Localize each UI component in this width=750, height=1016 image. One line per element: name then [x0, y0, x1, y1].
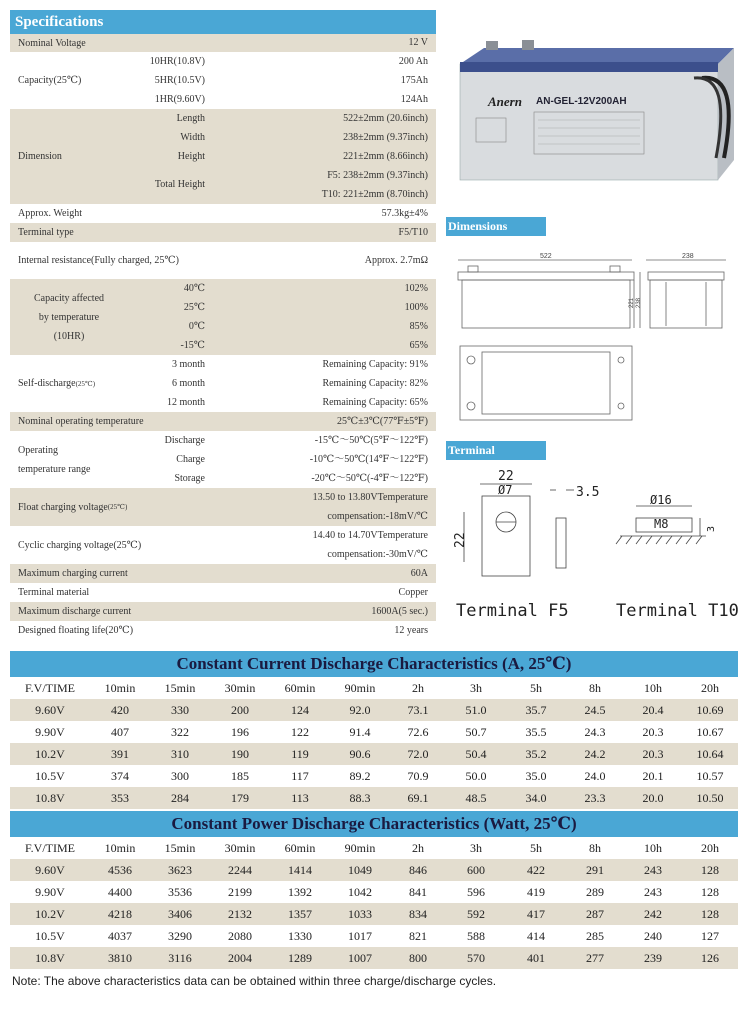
- table-cell: 287: [586, 907, 604, 921]
- row-voltage-cell: 9.90V: [35, 725, 65, 739]
- table-cell: 1017: [348, 929, 372, 943]
- spec-sub: Charge: [176, 454, 205, 465]
- spec-value: 221±2mm (8.66inch): [343, 151, 428, 162]
- spec-sub: 6 month: [171, 378, 205, 389]
- column-header: 90min: [344, 681, 376, 695]
- current-table-body: [10, 699, 738, 809]
- row-voltage-cell: 9.90V: [35, 885, 65, 899]
- spec-label-line: Operating: [18, 444, 58, 456]
- table-cell: 24.3: [584, 725, 606, 739]
- column-header: 15min: [164, 681, 196, 695]
- table-cell: 588: [467, 929, 485, 943]
- spec-value: Copper: [398, 587, 428, 598]
- table-cell: 407: [111, 725, 129, 739]
- table-cell: 70.9: [407, 769, 429, 783]
- table-cell: 185: [231, 769, 249, 783]
- table-cell: 285: [586, 929, 604, 943]
- table-cell: 1042: [348, 885, 372, 899]
- battery-photo: [454, 38, 744, 188]
- table-row: [10, 903, 738, 925]
- spec-value: Remaining Capacity: 91%: [322, 359, 428, 370]
- table-cell: 3406: [168, 907, 192, 921]
- spec-sub: 40℃: [183, 283, 205, 294]
- table-cell: 20.3: [642, 725, 664, 739]
- spec-label: Maximum charging current: [18, 568, 128, 579]
- row-voltage-cell: 10.5V: [35, 769, 65, 783]
- constant-power-table: [10, 811, 738, 969]
- spec-value: 522±2mm (20.6inch): [343, 113, 428, 124]
- spec-row-self-discharge: [10, 355, 436, 412]
- f5-height-text: 22: [453, 532, 468, 548]
- spec-value: F5/T10: [398, 227, 428, 238]
- table-cell: 20.1: [642, 769, 664, 783]
- spec-sub: Discharge: [164, 435, 205, 446]
- spec-label: Terminal material: [18, 587, 90, 598]
- table-cell: 243: [644, 885, 662, 899]
- terminal-t10-label: Terminal T10: [616, 601, 739, 621]
- table-cell: 284: [171, 791, 189, 805]
- table-cell: 128: [701, 863, 719, 877]
- table-cell: 190: [231, 747, 249, 761]
- table-cell: 821: [409, 929, 427, 943]
- table-cell: 3536: [168, 885, 192, 899]
- spec-row-capacity-temperature: [10, 279, 436, 355]
- table-cell: 24.0: [584, 769, 606, 783]
- spec-value: -20℃～50℃(-4℉～122℉): [311, 473, 428, 484]
- table-cell: 289: [586, 885, 604, 899]
- row-voltage-cell: 9.60V: [35, 863, 65, 877]
- table-row: [10, 881, 738, 903]
- spec-row-floating-life: [10, 621, 436, 640]
- table-cell: 72.0: [407, 747, 429, 761]
- spec-sub: Height: [177, 151, 205, 162]
- spec-sub: 25℃: [183, 302, 205, 313]
- spec-row-terminal-type: [10, 223, 436, 242]
- spec-label: Internal resistance(Fully charged, 25℃): [18, 255, 179, 266]
- t10-thread-text: M8: [654, 517, 669, 531]
- specifications-table: [10, 10, 436, 640]
- column-header: 20h: [701, 681, 719, 695]
- spec-value: 238±2mm (9.37inch): [343, 132, 428, 143]
- dimension-drawing: [450, 248, 746, 423]
- spec-row-internal-resistance: [10, 242, 436, 279]
- table-cell: 592: [467, 907, 485, 921]
- spec-sub: Total Height: [154, 179, 205, 190]
- spec-value: 200 Ah: [398, 56, 428, 67]
- column-header: 15min: [164, 841, 196, 855]
- spec-value: 100%: [404, 302, 428, 313]
- table-cell: 10.57: [696, 769, 724, 783]
- table-cell: 1049: [348, 863, 372, 877]
- spec-value: 12 years: [394, 625, 428, 636]
- table-cell: 4037: [108, 929, 132, 943]
- table-cell: 24.5: [584, 703, 606, 717]
- table-cell: 122: [291, 725, 309, 739]
- table-cell: 179: [231, 791, 249, 805]
- table-cell: 240: [644, 929, 662, 943]
- column-header: 8h: [589, 841, 601, 855]
- table-row: [10, 925, 738, 947]
- spec-value: 57.3kg±4%: [381, 208, 428, 219]
- table-cell: 35.2: [525, 747, 547, 761]
- table-cell: 1033: [348, 907, 372, 921]
- table-cell: 51.0: [465, 703, 487, 717]
- column-header: 20h: [701, 841, 719, 855]
- column-header: 8h: [589, 681, 601, 695]
- table-cell: 20.0: [642, 791, 664, 805]
- table-cell: 2080: [228, 929, 252, 943]
- specifications-header: Specifications: [10, 10, 436, 34]
- spec-row-dimension: [10, 109, 436, 204]
- f5-thickness-text: 3.5: [576, 485, 600, 500]
- spec-label-text: Float charging voltage: [18, 501, 108, 513]
- spec-value: compensation:-30mV/℃: [327, 549, 428, 560]
- spec-sub: Storage: [174, 473, 205, 484]
- column-header: F.V/TIME: [24, 681, 76, 695]
- table-cell: 846: [409, 863, 427, 877]
- spec-value: Approx. 2.7mΩ: [364, 255, 428, 266]
- spec-value: 124Ah: [400, 94, 428, 105]
- table-cell: 414: [527, 929, 545, 943]
- f5-hole-text: Ø7: [498, 483, 513, 497]
- table-cell: 50.7: [465, 725, 487, 739]
- table-cell: 3116: [168, 951, 192, 965]
- spec-value: Remaining Capacity: 82%: [322, 378, 428, 389]
- footnote: Note: The above characteristics data can be obtained within three charge/discharge cycles.: [12, 974, 497, 988]
- table-cell: 1414: [288, 863, 312, 877]
- spec-label: Maximum discharge current: [18, 606, 132, 617]
- row-voltage-cell: 10.2V: [35, 907, 65, 921]
- table-cell: 20.4: [642, 703, 664, 717]
- right-panel: [446, 0, 750, 645]
- spec-label: Nominal operating temperature: [18, 416, 144, 427]
- spec-sub: Width: [180, 132, 205, 143]
- row-voltage-cell: 9.60V: [35, 703, 65, 717]
- power-table-header-row: [10, 837, 738, 859]
- table-cell: 35.0: [525, 769, 547, 783]
- table-row: [10, 787, 738, 809]
- table-cell: 3623: [168, 863, 192, 877]
- table-cell: 2004: [228, 951, 252, 965]
- battery-brand-text: Anern: [488, 94, 522, 109]
- table-row: [10, 743, 738, 765]
- column-header: 90min: [344, 841, 376, 855]
- spec-label-line: Capacity affected: [33, 292, 105, 304]
- table-cell: 10.64: [696, 747, 724, 761]
- column-header: F.V/TIME: [24, 841, 76, 855]
- row-voltage-cell: 10.8V: [35, 951, 65, 965]
- column-header: 10h: [644, 681, 662, 695]
- table-cell: 596: [467, 885, 485, 899]
- spec-value: -15℃～50℃(5℉～122℉): [314, 435, 428, 446]
- spec-label: [18, 355, 95, 412]
- spec-row-float-charging: [10, 488, 436, 526]
- table-cell: 834: [409, 907, 427, 921]
- table-cell: 69.1: [407, 791, 429, 805]
- spec-row-weight: [10, 204, 436, 223]
- spec-value: 65%: [409, 340, 428, 351]
- spec-label-line: temperature range: [18, 463, 91, 475]
- spec-value: 102%: [404, 283, 428, 294]
- spec-sub: 0℃: [188, 321, 205, 332]
- table-cell: 242: [644, 907, 662, 921]
- spec-value: 175Ah: [400, 75, 428, 86]
- t10-diameter-text: Ø16: [650, 493, 672, 507]
- spec-label: Approx. Weight: [18, 208, 83, 219]
- table-cell: 128: [701, 885, 719, 899]
- table-cell: 35.7: [525, 703, 547, 717]
- table-cell: 401: [527, 951, 545, 965]
- spec-value: 14.40 to 14.70VTemperature: [312, 530, 428, 541]
- power-table-body: [10, 859, 738, 969]
- table-cell: 419: [527, 885, 545, 899]
- spec-label: Designed floating life(20℃): [18, 625, 134, 636]
- table-cell: 73.1: [407, 703, 429, 717]
- table-cell: 127: [701, 929, 719, 943]
- row-voltage-cell: 10.8V: [35, 791, 65, 805]
- table-cell: 1007: [348, 951, 372, 965]
- dim-width-text: 238: [682, 253, 694, 260]
- table-cell: 374: [111, 769, 129, 783]
- spec-label: Capacity(25℃): [18, 75, 82, 86]
- table-cell: 196: [231, 725, 249, 739]
- spec-sub: 5HR(10.5V): [154, 75, 205, 86]
- table-cell: 88.3: [349, 791, 371, 805]
- spec-row-nominal-temperature: [10, 412, 436, 431]
- table-cell: 24.2: [584, 747, 606, 761]
- column-header: 30min: [224, 841, 256, 855]
- table-cell: 422: [527, 863, 545, 877]
- spec-row-cyclic-charging: [10, 526, 436, 564]
- table-cell: 4218: [108, 907, 132, 921]
- table-cell: 322: [171, 725, 189, 739]
- spec-label-line: by temperature: [38, 311, 100, 323]
- spec-sub: -15℃: [180, 340, 205, 351]
- table-cell: 800: [409, 951, 427, 965]
- spec-sub: 1HR(9.60V): [154, 94, 205, 105]
- spec-value: 85%: [409, 321, 428, 332]
- table-cell: 2244: [228, 863, 252, 877]
- spec-sub: Length: [176, 113, 205, 124]
- table-cell: 126: [701, 951, 719, 965]
- spec-label-text: Self-discharge: [18, 378, 76, 389]
- spec-value: Remaining Capacity: 65%: [322, 397, 428, 408]
- table-cell: 2132: [228, 907, 252, 921]
- column-header: 2h: [412, 681, 424, 695]
- table-row: [10, 765, 738, 787]
- spec-sub: 10HR(10.8V): [149, 56, 205, 67]
- table-cell: 72.6: [407, 725, 429, 739]
- table-cell: 391: [111, 747, 129, 761]
- spec-label: Terminal type: [18, 227, 74, 238]
- table-cell: 34.0: [525, 791, 547, 805]
- spec-label: Dimension: [18, 151, 62, 162]
- column-header: 3h: [470, 681, 482, 695]
- spec-label: Nominal Voltage: [18, 37, 86, 49]
- spec-row-operating-temperature: [10, 431, 436, 488]
- table-cell: 23.3: [584, 791, 606, 805]
- table-cell: 92.0: [349, 703, 371, 717]
- current-table-header-row: [10, 677, 738, 699]
- table-cell: 310: [171, 747, 189, 761]
- table-cell: 35.5: [525, 725, 547, 739]
- spec-label: [18, 488, 127, 526]
- row-voltage-cell: 10.5V: [35, 929, 65, 943]
- terminal-header: Terminal: [446, 441, 546, 460]
- table-cell: 1330: [288, 929, 312, 943]
- table-cell: 50.4: [465, 747, 487, 761]
- spec-label-line: (10HR): [53, 330, 85, 342]
- column-header: 10h: [644, 841, 662, 855]
- table-cell: 570: [467, 951, 485, 965]
- spec-label: [18, 431, 90, 488]
- f5-width-text: 22: [498, 469, 514, 484]
- spec-value: 13.50 to 13.80VTemperature: [312, 492, 428, 503]
- spec-value: 1600A(5 sec.): [371, 606, 428, 617]
- column-header: 5h: [530, 681, 542, 695]
- table-cell: 239: [644, 951, 662, 965]
- table-cell: 10.67: [696, 725, 724, 739]
- terminal-f5-label: Terminal F5: [456, 601, 569, 621]
- table-row: [10, 947, 738, 969]
- spec-sub: 3 month: [171, 359, 205, 370]
- spec-row-max-charging: [10, 564, 436, 583]
- table-cell: 119: [291, 747, 309, 761]
- table-cell: 4536: [108, 863, 132, 877]
- spec-value: compensation:-18mV/℃: [327, 511, 428, 522]
- table-cell: 200: [231, 703, 249, 717]
- column-header: 10min: [104, 841, 136, 855]
- table-row: [10, 859, 738, 881]
- column-header: 2h: [412, 841, 424, 855]
- terminal-drawing: [450, 462, 746, 622]
- row-voltage-cell: 10.2V: [35, 747, 65, 761]
- table-row: [10, 721, 738, 743]
- column-header: 60min: [284, 841, 316, 855]
- battery-model-text: AN-GEL-12V200AH: [536, 96, 627, 107]
- table-cell: 2199: [228, 885, 252, 899]
- spec-label-small: (25℃): [75, 379, 96, 388]
- table-cell: 841: [409, 885, 427, 899]
- table-cell: 91.4: [349, 725, 371, 739]
- spec-value: 12 V: [408, 37, 428, 48]
- table-cell: 3290: [168, 929, 192, 943]
- table-cell: 128: [701, 907, 719, 921]
- column-header: 5h: [530, 841, 542, 855]
- column-header: 10min: [104, 681, 136, 695]
- spec-value: 25℃±3℃(77℉±5℉): [337, 416, 428, 427]
- table-cell: 10.50: [696, 791, 724, 805]
- table-cell: 3810: [108, 951, 132, 965]
- table-row: [10, 699, 738, 721]
- table-cell: 4400: [108, 885, 132, 899]
- spec-row-nominal-voltage: [10, 34, 436, 52]
- constant-current-table: [10, 651, 738, 809]
- table-cell: 124: [291, 703, 309, 717]
- spec-value: F5: 238±2mm (9.37inch): [327, 170, 428, 181]
- table-cell: 417: [527, 907, 545, 921]
- table-cell: 1289: [288, 951, 312, 965]
- dim-length-text: 522: [540, 253, 552, 260]
- table-cell: 89.2: [349, 769, 371, 783]
- spec-row-capacity: [10, 52, 436, 109]
- table-cell: 48.5: [465, 791, 487, 805]
- spec-label-small: (25℃): [107, 503, 128, 511]
- spec-row-max-discharge: [10, 602, 436, 621]
- table-cell: 300: [171, 769, 189, 783]
- spec-value: 60A: [410, 568, 428, 579]
- column-header: 30min: [224, 681, 256, 695]
- spec-value: -10℃～50℃(14℉～122℉): [309, 454, 428, 465]
- table-cell: 117: [291, 769, 309, 783]
- spec-sub: 12 month: [166, 397, 205, 408]
- table-cell: 113: [291, 791, 309, 805]
- table-cell: 277: [586, 951, 604, 965]
- table-cell: 90.6: [349, 747, 371, 761]
- table-cell: 50.0: [465, 769, 487, 783]
- table-cell: 20.3: [642, 747, 664, 761]
- table-cell: 10.69: [696, 703, 724, 717]
- power-table-title: Constant Power Discharge Characteristics (Watt, 25℃): [10, 811, 738, 837]
- table-cell: 1357: [288, 907, 312, 921]
- column-header: 3h: [470, 841, 482, 855]
- table-cell: 600: [467, 863, 485, 877]
- table-cell: 353: [111, 791, 129, 805]
- dim-height1-text: 221: [629, 297, 635, 308]
- current-table-title: Constant Current Discharge Characteristics (A, 25℃): [10, 651, 738, 677]
- dimensions-header: Dimensions: [446, 217, 546, 236]
- spec-label: [14, 279, 124, 355]
- spec-row-terminal-material: [10, 583, 436, 602]
- table-cell: 330: [171, 703, 189, 717]
- dim-height2-text: 238: [636, 297, 642, 308]
- table-cell: 1392: [288, 885, 312, 899]
- spec-label: Cyclic charging voltage(25℃): [18, 539, 142, 551]
- column-header: 60min: [284, 681, 316, 695]
- table-cell: 420: [111, 703, 129, 717]
- spec-value: T10: 221±2mm (8.70inch): [321, 189, 428, 200]
- table-cell: 243: [644, 863, 662, 877]
- table-cell: 291: [586, 863, 604, 877]
- t10-height-text: 3: [706, 525, 717, 532]
